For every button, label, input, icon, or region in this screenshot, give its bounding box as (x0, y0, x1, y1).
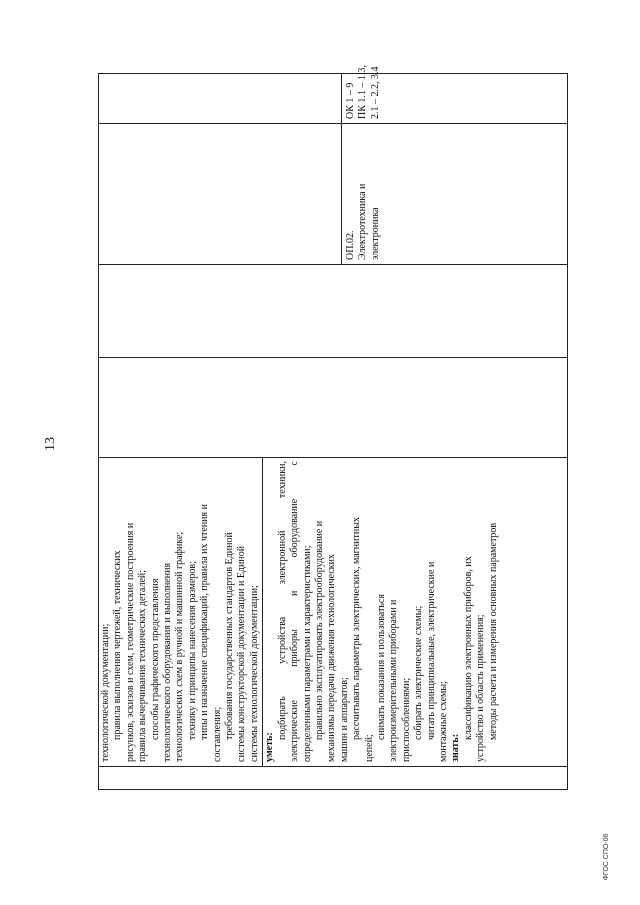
text-line: правила выполнения чертежей, технических (112, 550, 124, 740)
section-heading-znat: знать: (450, 733, 462, 762)
discipline-upper-empty (99, 124, 341, 264)
empty-index-cell (99, 767, 568, 790)
discipline-name (341, 124, 382, 264)
text-line: электрические приборы и оборудование с (289, 461, 301, 762)
text-line: технологического оборудования и выполнения (162, 562, 174, 762)
text-line: приспособлениями; (400, 677, 412, 762)
discipline-code: ОП.02. (345, 230, 356, 260)
text-line: электроизмерительными приборами и (388, 599, 400, 762)
competency-line: ПК 1.1 – 1.3, (357, 65, 369, 119)
text-line: цепей; (363, 734, 375, 762)
discipline-title-line: Электротехника и (357, 183, 369, 260)
text-line: технику и принципы нанесения размеров; (186, 561, 198, 740)
max-load-cell (99, 358, 568, 458)
text-line: снимать показания и пользоваться (375, 594, 387, 740)
text-line: системы технологической документации; (248, 585, 260, 762)
text-line: технологических схем в ручной и машинной графике; (174, 531, 186, 762)
text-line: читать принципиальные, электрические и (425, 561, 437, 740)
competency-description-cell (99, 458, 568, 767)
text-line: правила вычерчивания технических деталей; (137, 569, 149, 762)
col2-lower-block (262, 458, 501, 766)
text-line: способы графического представления (149, 578, 161, 740)
text-line: собирать электрические схемы; (413, 605, 425, 740)
competency-upper-empty (99, 74, 341, 123)
text-line: технологической документации; (100, 623, 111, 762)
competency-line: 2.1 – 2.2, 3.4 (369, 66, 381, 119)
text-line: устройство и область применения; (475, 614, 487, 762)
footer-code: ФГОС СПО-06 (603, 833, 610, 881)
text-line: требования государственных стандартов Единой (224, 532, 236, 740)
table-row (99, 74, 568, 790)
text-line: механизмы передачи движения технологических (326, 554, 338, 762)
text-line: машин и аппаратов; (338, 677, 350, 762)
text-line: составления; (211, 706, 223, 762)
text-line: системы конструкторской документации и Единой (236, 545, 248, 762)
curriculum-table (98, 65, 568, 790)
text-line: типы и назначение спецификаций, правила их чтения и (199, 504, 211, 740)
competency-line: ОК 1 – 9 (345, 82, 356, 119)
discipline-cell (99, 124, 568, 265)
text-line: методы расчета и измерения основных параметров (487, 522, 499, 740)
competency-codes (341, 65, 382, 123)
text-line: подбирать устройства электронной техники, (276, 461, 288, 740)
rotated-page-content (98, 65, 568, 790)
text-line: определенными параметрами и характеристиками; (301, 545, 313, 762)
competency-codes-cell (99, 65, 568, 124)
col2-upper-block (99, 458, 262, 766)
discipline-title-line: электроника (369, 207, 381, 260)
text-line: рассчитывать параметры электрических, магнитных (351, 517, 363, 740)
text-line: монтажные схемы; (437, 681, 449, 762)
text-line: правильно эксплуатировать электрооборудование и (313, 520, 325, 740)
page-number: 13 (43, 437, 58, 451)
class-hours-cell (99, 265, 568, 358)
text-line: классификацию электронных приборов, их (462, 556, 474, 740)
text-line: рисунков, эскизов и схем, геометрические построения и (124, 522, 136, 762)
section-heading-umet: уметь: (264, 732, 276, 762)
